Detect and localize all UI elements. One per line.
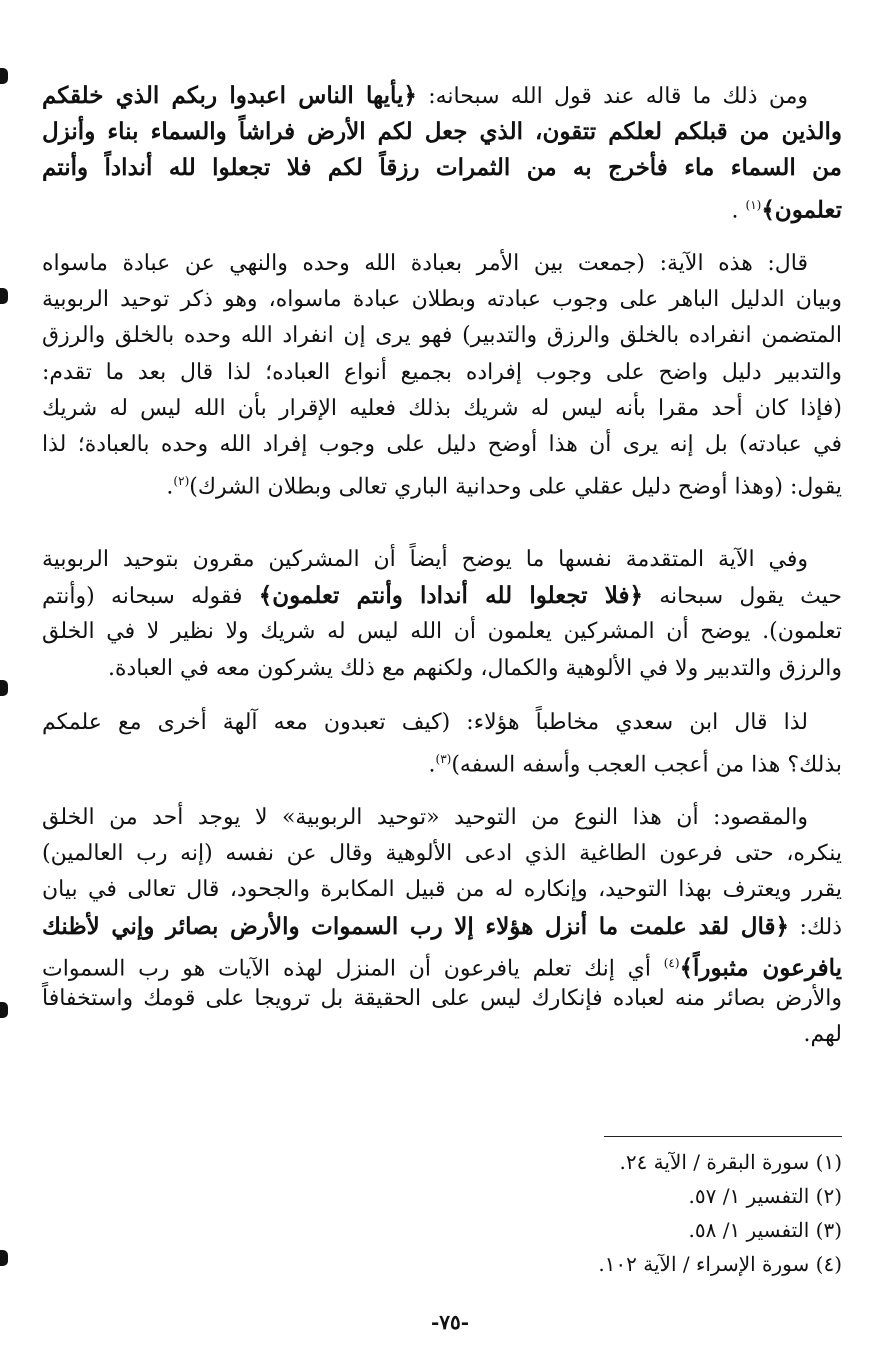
footnote-item: (٤) سورة الإسراء / الآية ١٠٢. <box>598 1252 842 1276</box>
text-line <box>42 909 842 946</box>
footnote-ref: (٣) <box>435 752 452 767</box>
text-span: لذا قال ابن سعدي مخاطباً هؤلاء: (كيف تعبدون معه آلهة أخرى مع علمكم <box>42 710 808 735</box>
text-line <box>42 614 842 650</box>
quran-quote: ﴿قال لقد علمت ما أنزل هؤلاء إلا رب السموات والأرض بصائر وإني لأظنك <box>42 912 789 940</box>
text-span: يقرر ويعترف بهذا التوحيد، وإنكاره له من قبيل المكابرة والجحود، قال تعالى في بيان <box>42 877 842 903</box>
quran-quote: من السماء ماء فأخرج به من الثمرات رزقاً لكم فلا تجعلوا لله أنداداً وأنتم <box>42 154 842 182</box>
text-line <box>42 463 842 505</box>
text-line <box>42 800 808 836</box>
text-span: والرزق والتدبير ولا في الألوهية والكمال، ولكنهم مع ذلك يشركون معه في العبادة. <box>107 655 842 681</box>
text-line <box>42 78 808 115</box>
text-line <box>42 705 808 741</box>
text-line <box>42 578 842 615</box>
text-line <box>42 391 842 427</box>
text-span: وبيان الدليل الباهر على وجوب عبادته وبطلان عبادة ماسواه، وهو ذكر توحيد الربوبية <box>42 287 842 313</box>
quran-quote: يافرعون مثبوراً﴾ <box>679 954 842 982</box>
text-span: أي إنك تعلم يافرعون أن المنزل لهذه الآيات هو رب السموات <box>42 956 664 982</box>
footnote-ref: (٢) <box>173 474 190 489</box>
text-line <box>42 355 842 391</box>
text-span: ينكره، حتى فرعون الطاغية الذي ادعى الألوهية وقال عن نفسه (إنه رب العالمين) <box>42 841 842 867</box>
text-span: والتدبير دليل واضح على وجوب إفراده بجميع أنواع العباده؛ لذا قال بعد ما تقدم: <box>42 359 842 385</box>
text-line <box>42 1017 842 1053</box>
text-span: يقول: (وهذا أوضح دليل عقلي على وحدانية الباري تعالى وبطلان الشرك) <box>189 474 842 500</box>
text-line <box>42 651 842 687</box>
page-number: -٧٥- <box>430 1310 470 1334</box>
quran-quote: والذين من قبلكم لعلكم تتقون، الذي جعل لكم الأرض فراشاً والسماء بناء وأنزل <box>42 118 842 146</box>
text-line <box>42 318 842 354</box>
quran-quote: ﴿فلا تجعلوا لله أندادا وأنتم تعلمون﴾ <box>258 582 644 610</box>
margin-mark <box>0 1002 8 1018</box>
text-span: والأرض بصائر منه لعباده فإنكارك ليس على الحقيقة بل ترويجا على قومك واستخفافاً <box>42 986 842 1011</box>
text-span: . <box>166 474 174 500</box>
margin-mark <box>0 1250 8 1266</box>
text-span: لهم. <box>803 1022 842 1048</box>
text-line <box>42 741 842 783</box>
quran-quote: ﴿يأيها الناس اعبدوا ربكم الذي خلقكم <box>42 82 417 109</box>
footnote-item: (٣) التفسير ١/ ٥٨. <box>688 1218 842 1242</box>
text-span: (فإذا كان أحد مقرا بأنه ليس له شريك بذلك فعليه الإقرار بأن الله ليس له شريك <box>42 395 843 421</box>
text-line <box>42 282 842 318</box>
footnote-ref: (١) <box>745 197 762 212</box>
text-span: . <box>731 197 746 223</box>
text-line <box>42 542 808 578</box>
text-line <box>42 836 842 872</box>
text-span: فقوله سبحانه (وأنتم <box>42 584 259 610</box>
text-span: في عبادته) بل إنه يرى أن هذا أوضح دليل على وجوب إفراد الله وحده بالعبادة؛ لذا <box>42 432 842 457</box>
text-line <box>42 187 842 229</box>
text-span: والمقصود: أن هذا النوع من التوحيد «توحيد الربوبية» لا يوجد أحد من الخلق <box>42 805 808 830</box>
quran-quote: تعلمون﴾ <box>761 195 842 223</box>
text-span: ومن ذلك ما قاله عند قول الله سبحانه: <box>416 84 808 109</box>
text-line <box>42 114 842 151</box>
text-line <box>42 427 842 463</box>
text-span: تعلمون). يوضح أن المشركين يعلمون أن الله ليس له شريك ولا نظير لا في الخلق <box>42 619 842 645</box>
text-span: . <box>428 752 436 778</box>
margin-mark <box>0 680 8 696</box>
text-span: حيث يقول سبحانه <box>643 584 843 610</box>
text-line <box>42 872 842 908</box>
margin-mark <box>0 288 8 304</box>
text-span: ذلك: <box>788 914 842 940</box>
text-span: وفي الآية المتقدمة نفسها ما يوضح أيضاً أن المشركين مقرون بتوحيد الربوبية <box>42 547 808 572</box>
text-span: قال: هذه الآية: (جمعت بين الأمر بعبادة الله وحده والنهي عن عبادة ماسواه <box>42 251 808 276</box>
footnote-separator <box>604 1136 842 1137</box>
text-span: بذلك؟ هذا من أعجب العجب وأسفه السفه) <box>451 752 842 778</box>
footnote-item: (٢) التفسير ١/ ٥٧. <box>688 1184 842 1208</box>
text-line <box>42 246 808 282</box>
text-line <box>42 981 842 1017</box>
footnote-ref: (٤) <box>663 955 680 970</box>
text-span: المتضمن انفراده بالخلق والرزق والتدبير) فهو يرى إن انفراد الله وحده بالخلق والرزق <box>42 323 842 349</box>
margin-mark <box>0 68 8 84</box>
footnote-item: (١) سورة البقرة / الآية ٢٤. <box>619 1150 842 1174</box>
text-line <box>42 150 842 187</box>
